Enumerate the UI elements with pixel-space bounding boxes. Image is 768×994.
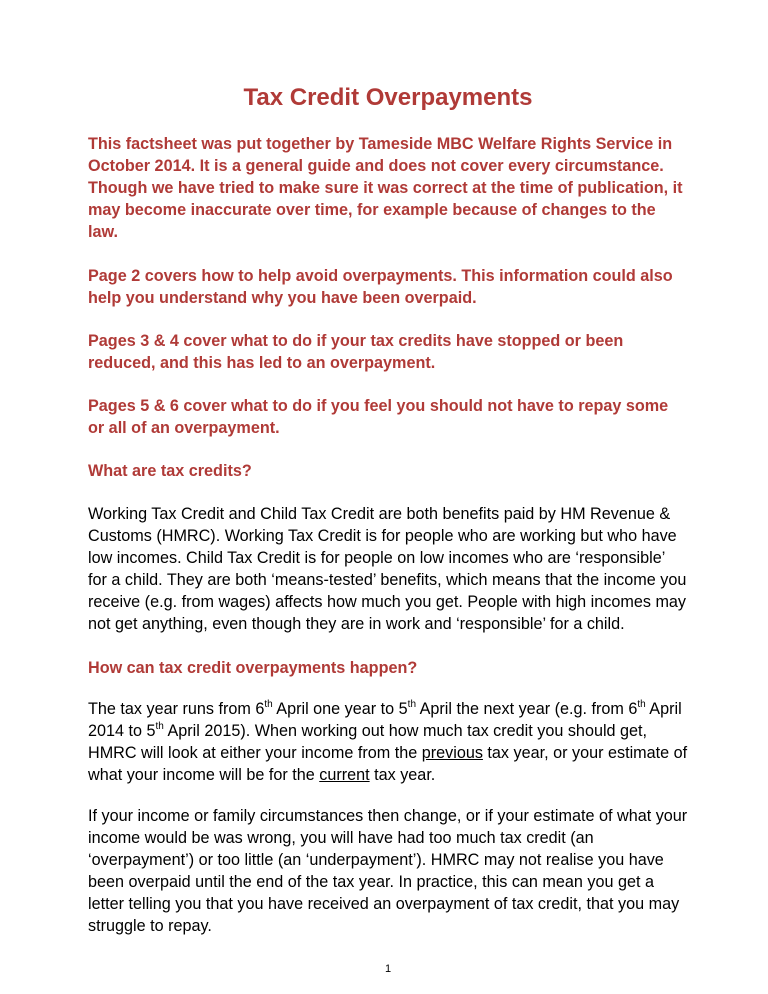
- tax-year-text: tax year, or your estimate of what your income will be for the: [88, 744, 688, 784]
- change-circumstances-body: If your income or family circumstances then change, or if your estimate of what your income would be was wrong, you will have had too much tax credit (an ‘overpayment’) or too little (an ‘underpayment’). HMRC may not realise you have been overpaid until the end of the tax year. In practice, this can mean you get a letter telling you that you have received an overpayment of tax credit, that you may struggle to repay.: [88, 807, 688, 935]
- page2-note: Page 2 covers how to help avoid overpayments. This information could also help you understand why you have been overpaid.: [88, 267, 673, 307]
- heading-how-overpayments-happen: How can tax credit overpayments happen?: [88, 659, 418, 677]
- tax-year-text: The tax year runs from 6: [88, 700, 265, 718]
- tax-year-text: April the next year (e.g. from 6: [416, 700, 638, 718]
- tax-year-text: April 2015). When working out how much tax credit you should get, HMRC will look at either your income from the: [88, 722, 648, 762]
- underlined-word-previous: previous: [421, 744, 483, 762]
- page-title: Tax Credit Overpayments: [243, 84, 533, 111]
- pages34-note: Pages 3 & 4 cover what to do if your tax credits have stopped or been reduced, and this has led to an overpayment.: [88, 332, 624, 372]
- tax-year-text: April 2014 to 5: [88, 700, 682, 740]
- ordinal-suffix: th: [407, 698, 417, 710]
- ordinal-suffix: th: [155, 720, 164, 732]
- what-are-tax-credits-body: Working Tax Credit and Child Tax Credit are both benefits paid by HM Revenue & Customs (HMRC). Working Tax Credit is for people who are working but who have low incomes. Child Tax Credit is for people on low incomes who are ‘responsible’ for a child. They are both ‘means-tested’ benefits, which means that the income you receive (e.g. from wages) affects how much you get. People with high incomes may not get anything, even though they are in work and ‘responsible’ for a child.: [88, 505, 687, 633]
- tax-year-text: tax year.: [369, 766, 436, 784]
- ordinal-suffix: th: [264, 698, 273, 710]
- tax-year-paragraph: [88, 698, 688, 786]
- underlined-word-current: current: [319, 766, 370, 784]
- heading-what-are-tax-credits: What are tax credits?: [88, 462, 252, 480]
- intro-paragraph: This factsheet was put together by Tameside MBC Welfare Rights Service in October 2014. It is a general guide and does not cover every circumstance. Though we have tried to make sure it was correct at the time of publication, it may become inaccurate over time, for example because of changes to the law.: [88, 135, 683, 241]
- tax-year-text: April one year to 5: [272, 700, 408, 718]
- pages56-note: Pages 5 & 6 cover what to do if you feel you should not have to repay some or all of an overpayment.: [88, 397, 669, 437]
- ordinal-suffix: th: [637, 698, 646, 710]
- page-number: 1: [384, 963, 392, 975]
